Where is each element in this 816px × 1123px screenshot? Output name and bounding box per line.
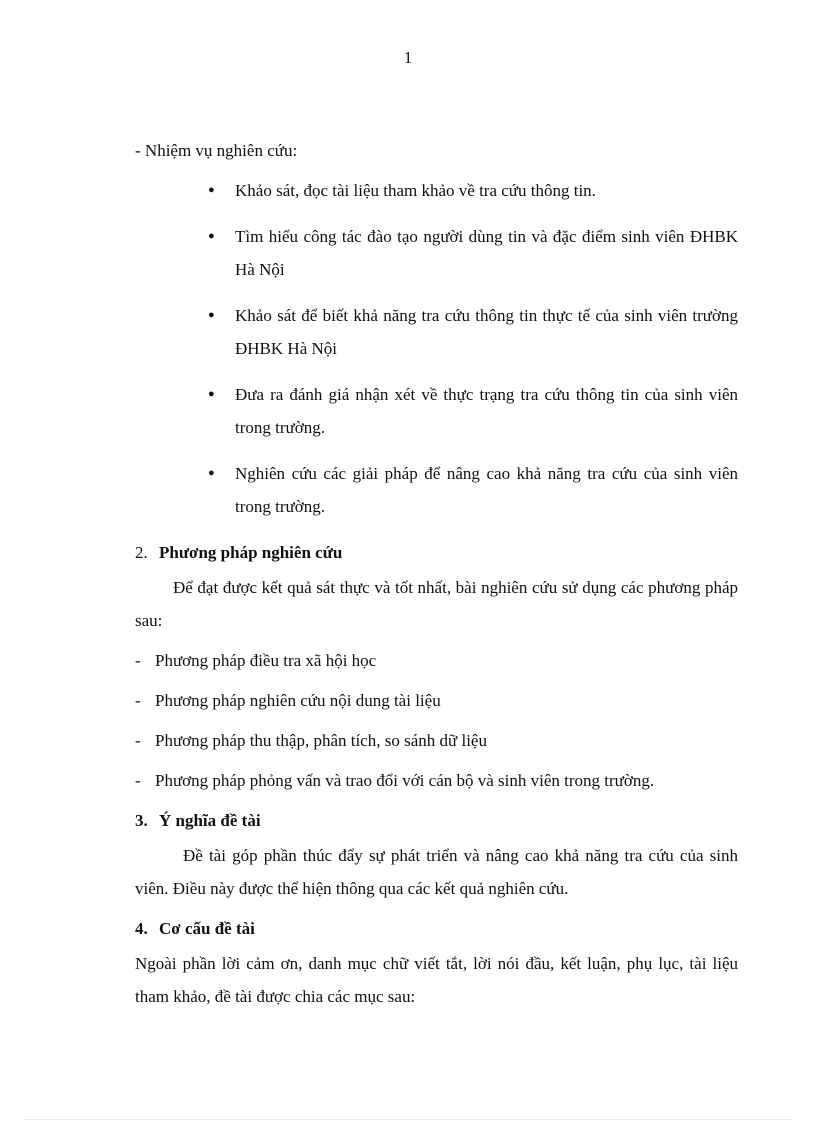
list-item: ● Khảo sát để biết khả năng tra cứu thông tin thực tế của sinh viên trường ĐHBK Hà Nội [135,299,738,365]
section-heading-2 [135,543,738,563]
document-body [135,141,738,1013]
list-item: ● Khảo sát, đọc tài liệu tham khảo về tra cứu thông tin. [135,174,738,207]
list-item: ● Đưa ra đánh giá nhận xét về thực trạng tra cứu thông tin của sinh viên trong trường. [135,378,738,444]
section-title: Phương pháp nghiên cứu [159,543,343,562]
list-item: - Phương pháp điều tra xã hội học [135,651,738,671]
section-title: Ý nghĩa đề tài [159,811,261,830]
list-item: ● Nghiên cứu các giải pháp để nâng cao khả năng tra cứu của sinh viên trong trường. [135,457,738,523]
list-item: ● Tìm hiểu công tác đào tạo người dùng tin và đặc điểm sinh viên ĐHBK Hà Nội [135,220,738,286]
tasks-list [135,174,738,523]
section-number: 4. [135,919,148,938]
section-number: 3. [135,811,148,830]
section-title: Cơ cấu đề tài [159,919,255,938]
section-3-paragraph: Đề tài góp phần thúc đẩy sự phát triển và nâng cao khả năng tra cứu của sinh viên. Điều này được thể hiện thông qua các kết quả nghiên cứu. [135,846,738,898]
page-number: 1 [403,48,413,67]
list-item: - Phương pháp thu thập, phân tích, so sánh dữ liệu [135,731,738,751]
page-bottom-divider [25,1119,791,1120]
tasks-heading: - Nhiệm vụ nghiên cứu: [135,141,298,160]
section-2-paragraph: Để đạt được kết quả sát thực và tốt nhất, bài nghiên cứu sử dụng các phương pháp sau: [135,578,738,630]
list-item: - Phương pháp phỏng vấn và trao đổi với cán bộ và sinh viên trong trường. [135,771,738,791]
section-heading-4 [135,919,738,939]
list-item: - Phương pháp nghiên cứu nội dung tài liệu [135,691,738,711]
section-number: 2. [135,543,148,562]
section-heading-3 [135,811,738,831]
methods-list [135,651,738,791]
section-4-paragraph: Ngoài phần lời cảm ơn, danh mục chữ viết tắt, lời nói đầu, kết luận, phụ lục, tài liệu tham khảo, đề tài được chia các mục sau: [135,954,738,1006]
